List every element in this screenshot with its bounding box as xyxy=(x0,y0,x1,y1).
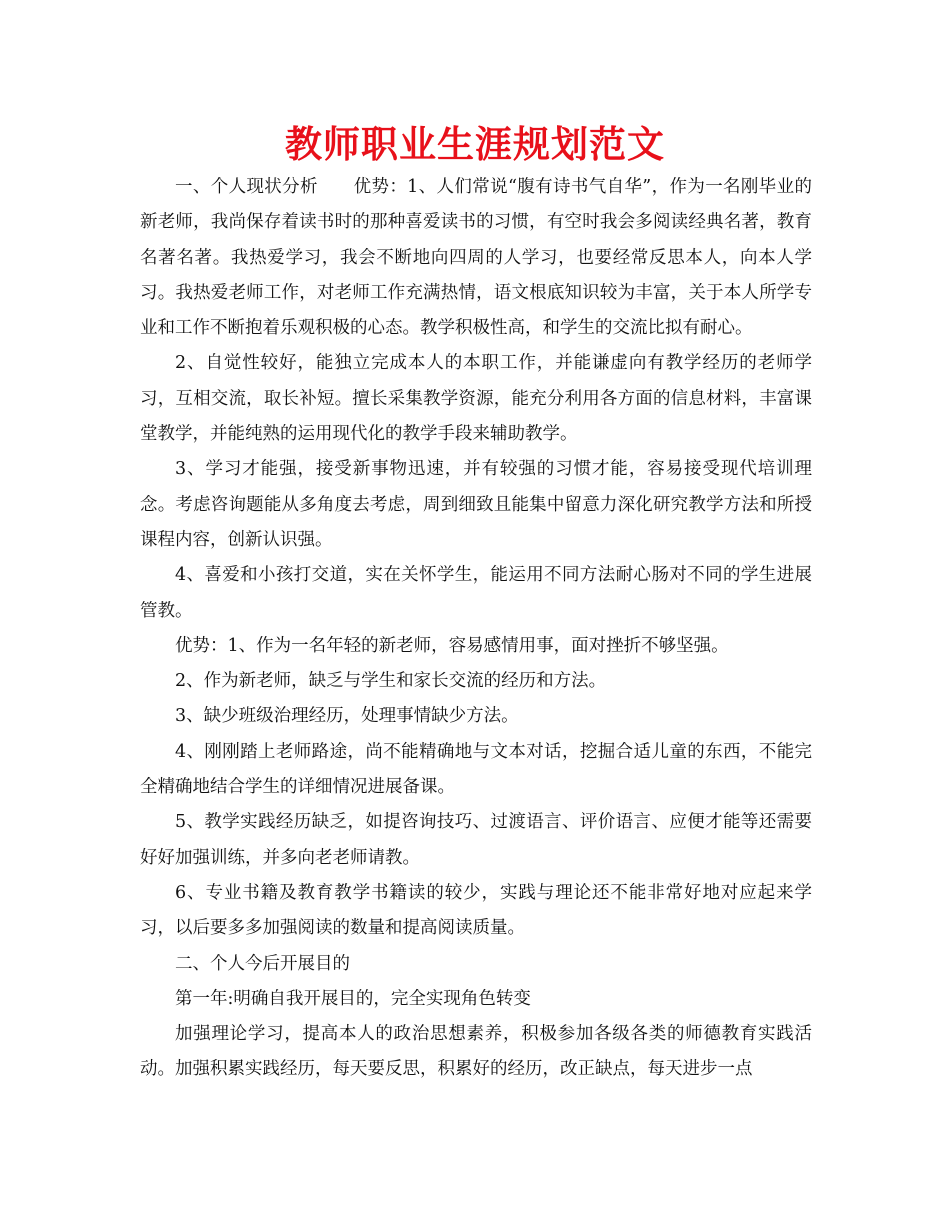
paragraph-strength-4: 4、喜爱和小孩打交道，实在关怀学生，能运用不同方法耐心肠对不同的学生进展管教。 xyxy=(140,565,812,621)
paragraph-current-status-strengths: 一、个人现状分析 优势：1、人们常说“腹有诗书气自华”，作为一名刚毕业的新老师，我尚保存着读书时的那种喜爱读书的习惯，有空时我会多阅读经典名著，教育名著名著。我热爱学习，我会不断地向四周的人学习，也要经常反思本人，向本人学习。我热爱老师工作，对老师工作充满热情，语文根底知识较为丰富，关于本人所学专业和工作不断抱着乐观积极的心态。教学积极性高，和学生的交流比拟有耐心。 xyxy=(140,177,812,339)
document-title: 教师职业生涯规划范文 xyxy=(285,122,665,166)
paragraph-strength-3: 3、学习才能强，接受新事物迅速，并有较强的习惯才能，容易接受现代培训理念。考虑咨询题能从多角度去考虑，周到细致且能集中留意力深化研究教学方法和所授课程内容，创新认识强。 xyxy=(140,459,812,550)
paragraph-weakness-1: 优势：1、作为一名年轻的新老师，容易感情用事，面对挫折不够坚强。 xyxy=(175,635,729,656)
paragraph-weakness-5: 5、教学实践经历缺乏，如提咨询技巧、过渡语言、评价语言、应便才能等还需要好好加强训练，并多向老老师请教。 xyxy=(140,812,812,868)
paragraph-weakness-4: 4、刚刚踏上老师路途，尚不能精确地与文本对话，挖掘合适儿童的东西，不能完全精确地结合学生的详细情况进展备课。 xyxy=(140,741,812,798)
paragraph-strength-2: 2、自觉性较好，能独立完成本人的本职工作，并能谦虚向有教学经历的老师学习，互相交流，取长补短。擅长采集教学资源，能充分利用各方面的信息材料，丰富课堂教学，并能纯熟的运用现代化的教学手段来辅助教学。 xyxy=(140,353,812,445)
paragraph-weakness-2: 2、作为新老师，缺乏与学生和家长交流的经历和方法。 xyxy=(175,671,607,692)
paragraph-weakness-6: 6、专业书籍及教育教学书籍读的较少，实践与理论还不能非常好地对应起来学习，以后要多多加强阅读的数量和提高阅读质量。 xyxy=(140,882,812,939)
paragraph-first-year: 第一年:明确自我开展目的，完全实现角色转变 xyxy=(175,988,531,1009)
section-heading-goals: 二、个人今后开展目的 xyxy=(175,953,350,974)
paragraph-weakness-3: 3、缺少班级治理经历，处理事情缺少方法。 xyxy=(175,706,519,727)
document-body xyxy=(140,170,812,1088)
paragraph-strengthen-theory: 加强理论学习，提高本人的政治思想素养，积极参加各级各类的师德教育实践活动。加强积累实践经历，每天要反思，积累好的经历，改正缺点，每天进步一点 xyxy=(140,1024,812,1080)
